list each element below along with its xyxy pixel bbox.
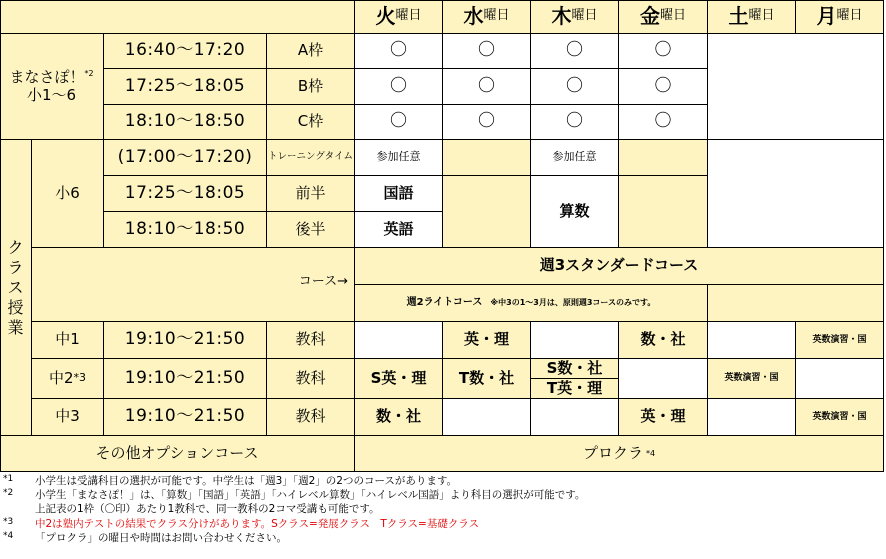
manasapo-a-time: 16:40〜17:20 [104, 34, 267, 69]
procra-sup: *4 [645, 448, 656, 458]
sho6-training-fri [619, 140, 708, 176]
manasapo-c-tue: 〇 [355, 105, 443, 140]
footnote-mark: *3 [3, 516, 14, 527]
footnote-mark: *1 [3, 474, 14, 484]
manasapo-a-thu: 〇 [531, 34, 619, 69]
manasapo-a-tue: 〇 [355, 34, 443, 69]
light-course-note: ※中3の1〜3月は、原則週3コースのみです。 [490, 298, 656, 308]
header-blank [0, 0, 355, 34]
chu3-wed [443, 399, 531, 436]
sat-small: 曜日 [748, 8, 775, 24]
chu3-name: 教科 [267, 399, 355, 436]
sho6-first-tue: 国語 [355, 176, 443, 212]
chu1-wed: 英・理 [443, 322, 531, 359]
chu3-tue: 数・社 [355, 399, 443, 436]
chu1-time: 19:10〜21:50 [104, 322, 267, 359]
manasapo-c-wed: 〇 [443, 105, 531, 140]
sho6-first-time: 17:25〜18:05 [104, 176, 267, 212]
light-course [355, 285, 708, 322]
chu1-fri: 数・社 [619, 322, 708, 359]
chu2-label-sup: *3 [73, 371, 87, 385]
manasapo-b-tue: 〇 [355, 69, 443, 105]
mon-big: 月 [816, 4, 837, 28]
procra-cell [355, 436, 884, 472]
manasapo-a-slot: A枠 [267, 34, 355, 69]
fri-small: 曜日 [659, 8, 686, 24]
footnote [0, 502, 886, 516]
sho6-thu-merged: 算数 [531, 176, 619, 248]
header-monday [796, 0, 884, 34]
mon-small: 曜日 [836, 8, 863, 24]
chu1-label: 中1 [32, 322, 104, 359]
sho6-training-thu: 参加任意 [531, 140, 619, 176]
sho6-second-time: 18:10〜18:50 [104, 212, 267, 248]
footnotes [0, 474, 886, 545]
manasapo-a-fri: 〇 [619, 34, 708, 69]
chu3-sat [708, 399, 796, 436]
footnote-mark: *2 [3, 488, 14, 499]
chu1-tue [355, 322, 443, 359]
class-label-char: ラ [7, 257, 24, 277]
footnote-text: 上記表の1枠（〇印）あたり1教科で、同一教科の2コマ受講も可能です。 [35, 503, 380, 516]
chu3-time: 19:10〜21:50 [104, 399, 267, 436]
course-label [32, 248, 355, 322]
footnote-text-red: 中2は塾内テストの結果でクラス分けがあります。Sクラス=発展クラス Tクラス=基礎クラス [35, 517, 480, 530]
course-arrow-label: コース→ [298, 274, 348, 290]
manasapo-c-slot: C枠 [267, 105, 355, 140]
sho6-fri-blank [619, 176, 708, 248]
class-label-char: ク [7, 237, 24, 257]
thu-big: 木 [551, 4, 572, 28]
footnote [0, 531, 886, 545]
manasapo-title: まなさぽ！ [9, 68, 85, 87]
class-label [0, 140, 32, 436]
sho6-second-tue: 英語 [355, 212, 443, 248]
sho6-label: 小6 [32, 140, 104, 248]
manasapo-b-slot: B枠 [267, 69, 355, 105]
manasapo-b-wed: 〇 [443, 69, 531, 105]
manasapo-c-time: 18:10〜18:50 [104, 105, 267, 140]
footnote-mark: *4 [3, 530, 14, 541]
manasapo-label [0, 34, 104, 140]
light-course-name: 週2ライトコース [406, 297, 483, 309]
manasapo-b-fri: 〇 [619, 69, 708, 105]
thu-small: 曜日 [571, 8, 598, 24]
footnote [0, 474, 886, 488]
fri-big: 金 [639, 4, 660, 28]
sho6-training-wed [443, 140, 531, 176]
chu2-sat: 英数演習・国 [708, 359, 796, 399]
chu2-tue: S英・理 [355, 359, 443, 399]
chu2-label-text: 中2 [48, 368, 74, 387]
footnote-text: 小学生「まなさぽ！」は、「算数」「国語」「英語」「ハイレベル算数」「ハイレベル国語」より科目の選択が可能です。 [35, 489, 586, 502]
tue-small: 曜日 [395, 8, 422, 24]
sho6-training-time: (17:00〜17:20) [104, 140, 267, 176]
chu2-thu-bottom: T英・理 [531, 379, 619, 399]
tue-big: 火 [375, 4, 396, 28]
manasapo-grades: 小1〜6 [26, 85, 77, 104]
chu3-mon: 英数演習・国 [796, 399, 884, 436]
options-label: その他オプションコース [0, 436, 355, 472]
class-label-char: ス [7, 277, 24, 297]
chu1-name: 教科 [267, 322, 355, 359]
header-saturday [708, 0, 796, 34]
manasapo-c-thu: 〇 [531, 105, 619, 140]
sho6-sat-mon-blank [708, 140, 884, 248]
wed-big: 水 [463, 4, 484, 28]
chu3-thu [531, 399, 619, 436]
chu1-mon: 英数演習・国 [796, 322, 884, 359]
manasapo-c-fri: 〇 [619, 105, 708, 140]
sho6-wed-blank [443, 176, 531, 248]
chu3-fri: 英・理 [619, 399, 708, 436]
header-thursday [531, 0, 619, 34]
sho6-first-name: 前半 [267, 176, 355, 212]
footnote-text: 小学生は受講科目の選択が可能です。中学生は「週3」「週2」の2つのコースがあります。 [35, 475, 458, 487]
header-tuesday [355, 0, 443, 34]
standard-course: 週3スタンダードコース [355, 248, 884, 285]
sho6-training-tue: 参加任意 [355, 140, 443, 176]
chu2-mon [796, 359, 884, 399]
header-friday [619, 0, 708, 34]
light-course-sat-mon [708, 285, 884, 322]
footnote-text: 「プロクラ」の曜日や時間はお問い合わせください。 [35, 531, 287, 544]
chu2-label [32, 359, 104, 399]
sho6-second-name: 後半 [267, 212, 355, 248]
chu3-label: 中3 [32, 399, 104, 436]
class-label-char: 業 [7, 317, 24, 337]
chu2-fri [619, 359, 708, 399]
chu2-wed: T数・社 [443, 359, 531, 399]
wed-small: 曜日 [483, 8, 510, 24]
sat-big: 土 [728, 4, 749, 28]
manasapo-sat-mon-blank [708, 34, 884, 140]
header-wednesday [443, 0, 531, 34]
sho6-training-name: トレーニングタイム [267, 140, 355, 176]
chu2-time: 19:10〜21:50 [104, 359, 267, 399]
manasapo-b-thu: 〇 [531, 69, 619, 105]
manasapo-b-time: 17:25〜18:05 [104, 69, 267, 105]
chu2-thu-top: S数・社 [531, 359, 619, 379]
chu2-name: 教科 [267, 359, 355, 399]
chu1-thu [531, 322, 619, 359]
manasapo-sup: *2 [84, 69, 94, 79]
class-label-char: 授 [7, 297, 24, 317]
manasapo-a-wed: 〇 [443, 34, 531, 69]
footnote [0, 517, 886, 531]
procra-label: プロクラ [582, 443, 643, 462]
footnote [0, 488, 886, 502]
chu1-sat [708, 322, 796, 359]
